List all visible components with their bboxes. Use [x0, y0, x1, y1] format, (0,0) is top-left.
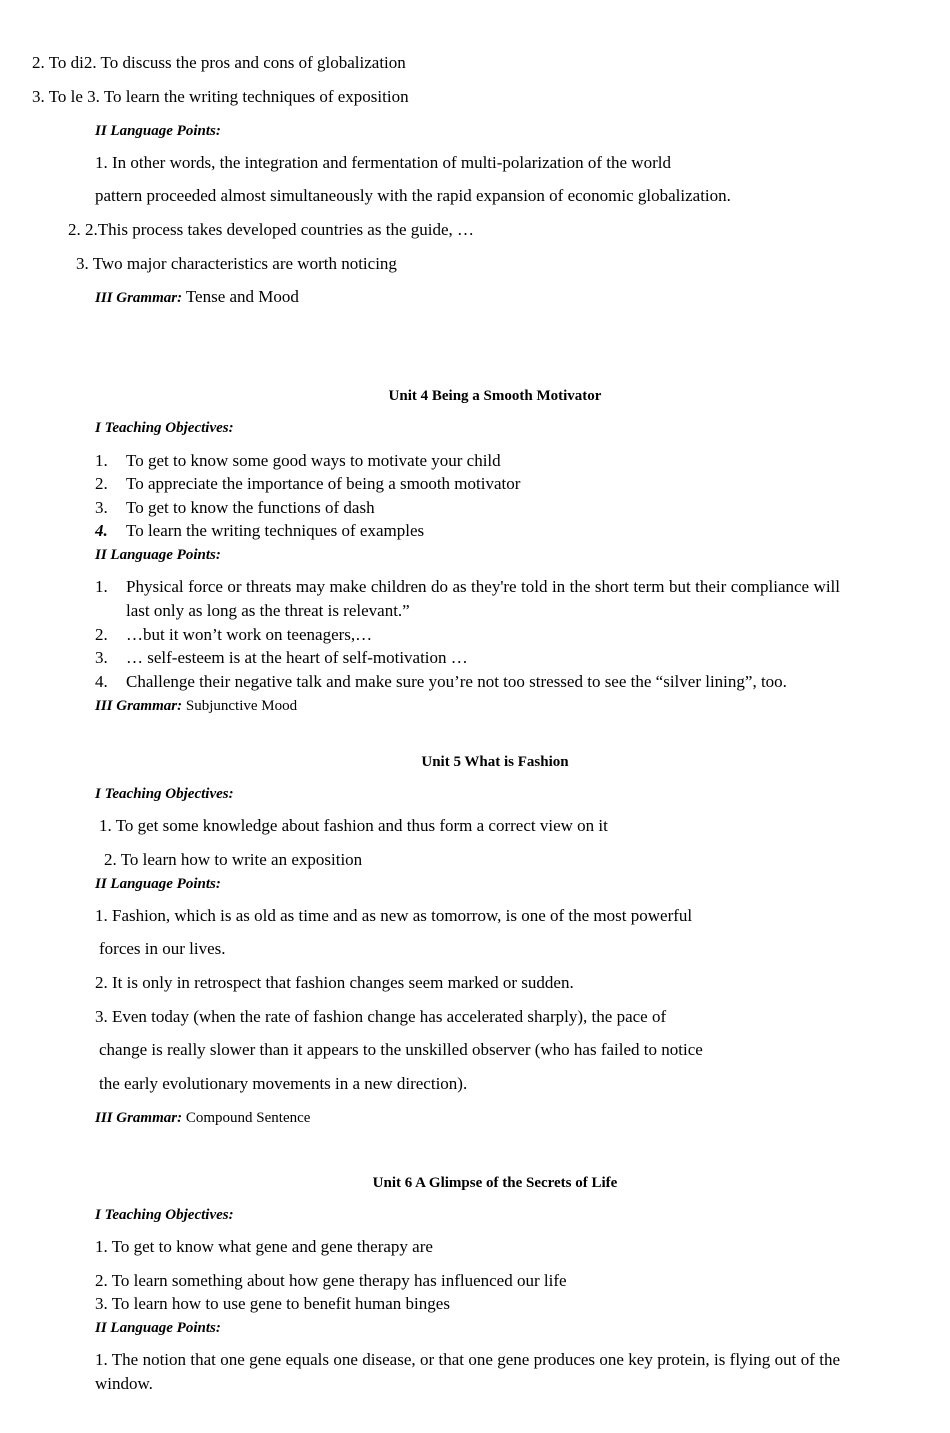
teaching-objectives-heading: I Teaching Objectives:	[95, 420, 234, 436]
objective-2: 2. To learn how to write an exposition	[104, 850, 363, 869]
objective-line-3: 3. To le 3. To learn the writing techniques of exposition	[32, 87, 409, 106]
list-item: Physical force or threats may make children do as they're told in the short term but their compliance will last only as long as the threat is relevant.”	[126, 577, 840, 620]
unit-title: Unit 4 Being a Smooth Motivator	[388, 388, 602, 404]
list-number: 3.	[95, 648, 108, 667]
grammar-label: III Grammar:	[95, 698, 183, 714]
list-number: 1.	[95, 577, 108, 596]
language-point-1a: 1. Fashion, which is as old as time and as new as tomorrow, is one of the most powerful	[95, 906, 693, 925]
unit-title: Unit 5 What is Fashion	[421, 754, 569, 770]
objective-1: 1. To get some knowledge about fashion and thus form a correct view on it	[99, 816, 608, 835]
language-point-3b: change is really slower than it appears to the unskilled observer (who has failed to notice	[99, 1040, 703, 1059]
language-points-heading: II Language Points:	[95, 876, 221, 892]
grammar-value: Tense and Mood	[185, 287, 299, 306]
list-number: 4.	[95, 521, 108, 540]
language-points-heading: II Language Points:	[95, 123, 221, 139]
list-item: To get to know some good ways to motivate your child	[126, 451, 501, 470]
language-point-1a: 1. In other words, the integration and fermentation of multi-polarization of the world	[95, 153, 671, 172]
grammar-value: Compound Sentence	[185, 1110, 311, 1126]
list-item: To appreciate the importance of being a smooth motivator	[126, 474, 521, 493]
list-item: … self-esteem is at the heart of self-motivation …	[126, 648, 468, 667]
unit-title: Unit 6 A Glimpse of the Secrets of Life	[372, 1175, 618, 1191]
objective-1: 1. To get to know what gene and gene therapy are	[95, 1237, 433, 1256]
objective-2: 2. To learn something about how gene therapy has influenced our life	[95, 1271, 567, 1290]
grammar-line	[95, 696, 297, 716]
grammar-label: III Grammar:	[95, 290, 183, 306]
teaching-objectives-heading: I Teaching Objectives:	[95, 1207, 234, 1223]
list-item: …but it won’t work on teenagers,…	[126, 625, 373, 644]
language-point-3: 3. Two major characteristics are worth noticing	[76, 254, 397, 273]
language-points-heading: II Language Points:	[95, 547, 221, 563]
language-point-2: 2. 2.This process takes developed countries as the guide, …	[68, 220, 475, 239]
list-item: To get to know the functions of dash	[126, 498, 375, 517]
list-item: Challenge their negative talk and make sure you’re not too stressed to see the “silver lining”, too.	[126, 672, 787, 691]
language-points-heading: II Language Points:	[95, 1320, 221, 1336]
grammar-line	[95, 287, 299, 308]
grammar-line	[95, 1108, 310, 1128]
language-point-3c: the early evolutionary movements in a new direction).	[99, 1074, 468, 1093]
grammar-value: Subjunctive Mood	[185, 698, 298, 714]
list-number: 2.	[95, 625, 108, 644]
teaching-objectives-heading: I Teaching Objectives:	[95, 786, 234, 802]
list-number: 3.	[95, 498, 108, 517]
language-point-1b: forces in our lives.	[99, 939, 226, 958]
list-number: 2.	[95, 474, 108, 493]
language-point-2: 2. It is only in retrospect that fashion changes seem marked or sudden.	[95, 973, 574, 992]
language-point-1b: pattern proceeded almost simultaneously with the rapid expansion of economic globalization.	[95, 186, 731, 205]
language-point-3a: 3. Even today (when the rate of fashion change has accelerated sharply), the pace of	[95, 1007, 667, 1026]
objective-3: 3. To learn how to use gene to benefit human binges	[95, 1294, 450, 1313]
list-number: 1.	[95, 451, 108, 470]
list-number: 4.	[95, 672, 108, 691]
objective-line-2: 2. To di2. To discuss the pros and cons of globalization	[32, 53, 406, 72]
language-point-1: 1. The notion that one gene equals one disease, or that one gene produces one key protein, is flying out of the window.	[95, 1350, 840, 1393]
grammar-label: III Grammar:	[95, 1110, 183, 1126]
list-item: To learn the writing techniques of examples	[126, 521, 425, 540]
